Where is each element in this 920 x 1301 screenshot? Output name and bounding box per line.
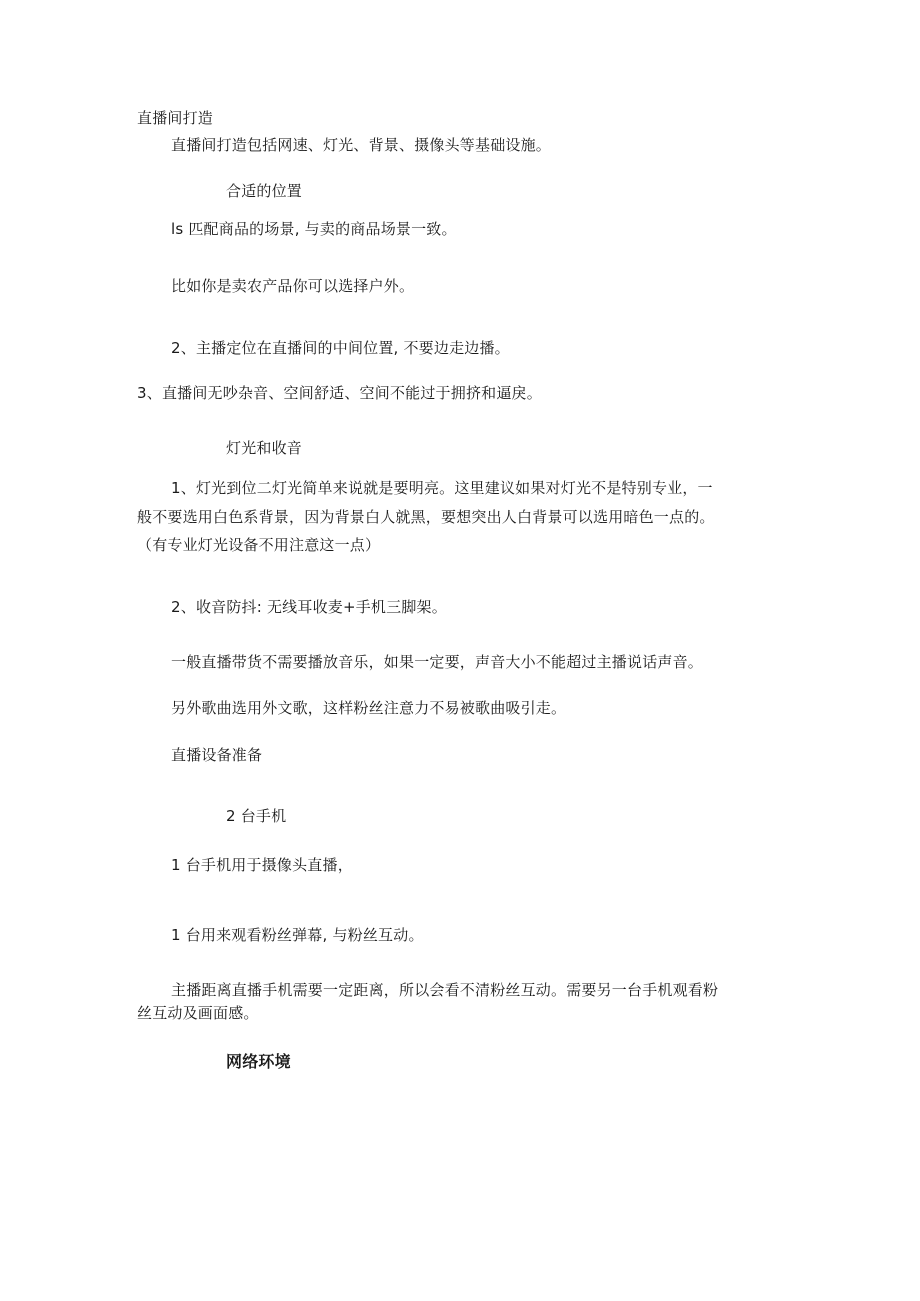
location-item-1: ls 匹配商品的场景, 与卖的商品场景一致。 (171, 220, 457, 238)
equipment-phone-2: 1 台用来观看粉丝弹幕, 与粉丝互动。 (171, 926, 424, 944)
music-paragraph-2: 另外歌曲选用外文歌，这样粉丝注意力不易被歌曲吸引走。 (171, 699, 567, 717)
location-item-2: 2、主播定位在直播间的中间位置, 不要边走边播。 (171, 339, 510, 357)
heading-location: 合适的位置 (226, 182, 303, 200)
distance-paragraph-line-2: 丝互动及画面感。 (137, 1004, 259, 1022)
equipment-phones: 2 台手机 (226, 807, 287, 825)
heading-lighting: 灯光和收音 (226, 439, 303, 457)
music-paragraph-1: 一般直播带货不需要播放音乐，如果一定要，声音大小不能超过主播说话声音。 (171, 653, 704, 671)
heading-network: 网络环境 (226, 1052, 291, 1071)
location-example: 比如你是卖农产品你可以选择户外。 (171, 277, 415, 295)
distance-paragraph-line-1: 主播距离直播手机需要一定距离，所以会看不清粉丝互动。需要另一台手机观看粉 (171, 981, 719, 999)
section-title: 直播间打造 (137, 109, 214, 127)
equipment-phone-1: 1 台手机用于摄像头直播， (171, 856, 353, 874)
sound-item-2: 2、收音防抖: 无线耳收麦+手机三脚架。 (171, 598, 447, 616)
lighting-item-1-line-1: 1、灯光到位二灯光简单来说就是要明亮。这里建议如果对灯光不是特别专业，一 (171, 479, 713, 497)
location-item-3: 3、直播间无吵杂音、空间舒适、空间不能过于拥挤和逼戾。 (137, 384, 542, 402)
heading-equipment: 直播设备准备 (171, 746, 263, 764)
lighting-item-1-line-2: 般不要选用白色系背景，因为背景白人就黑，要想突出人白背景可以选用暗色一点的。 (137, 508, 715, 526)
lighting-item-1-line-3: （有专业灯光设备不用注意这一点） (137, 536, 381, 554)
intro-paragraph: 直播间打造包括网速、灯光、背景、摄像头等基础设施。 (171, 136, 552, 154)
